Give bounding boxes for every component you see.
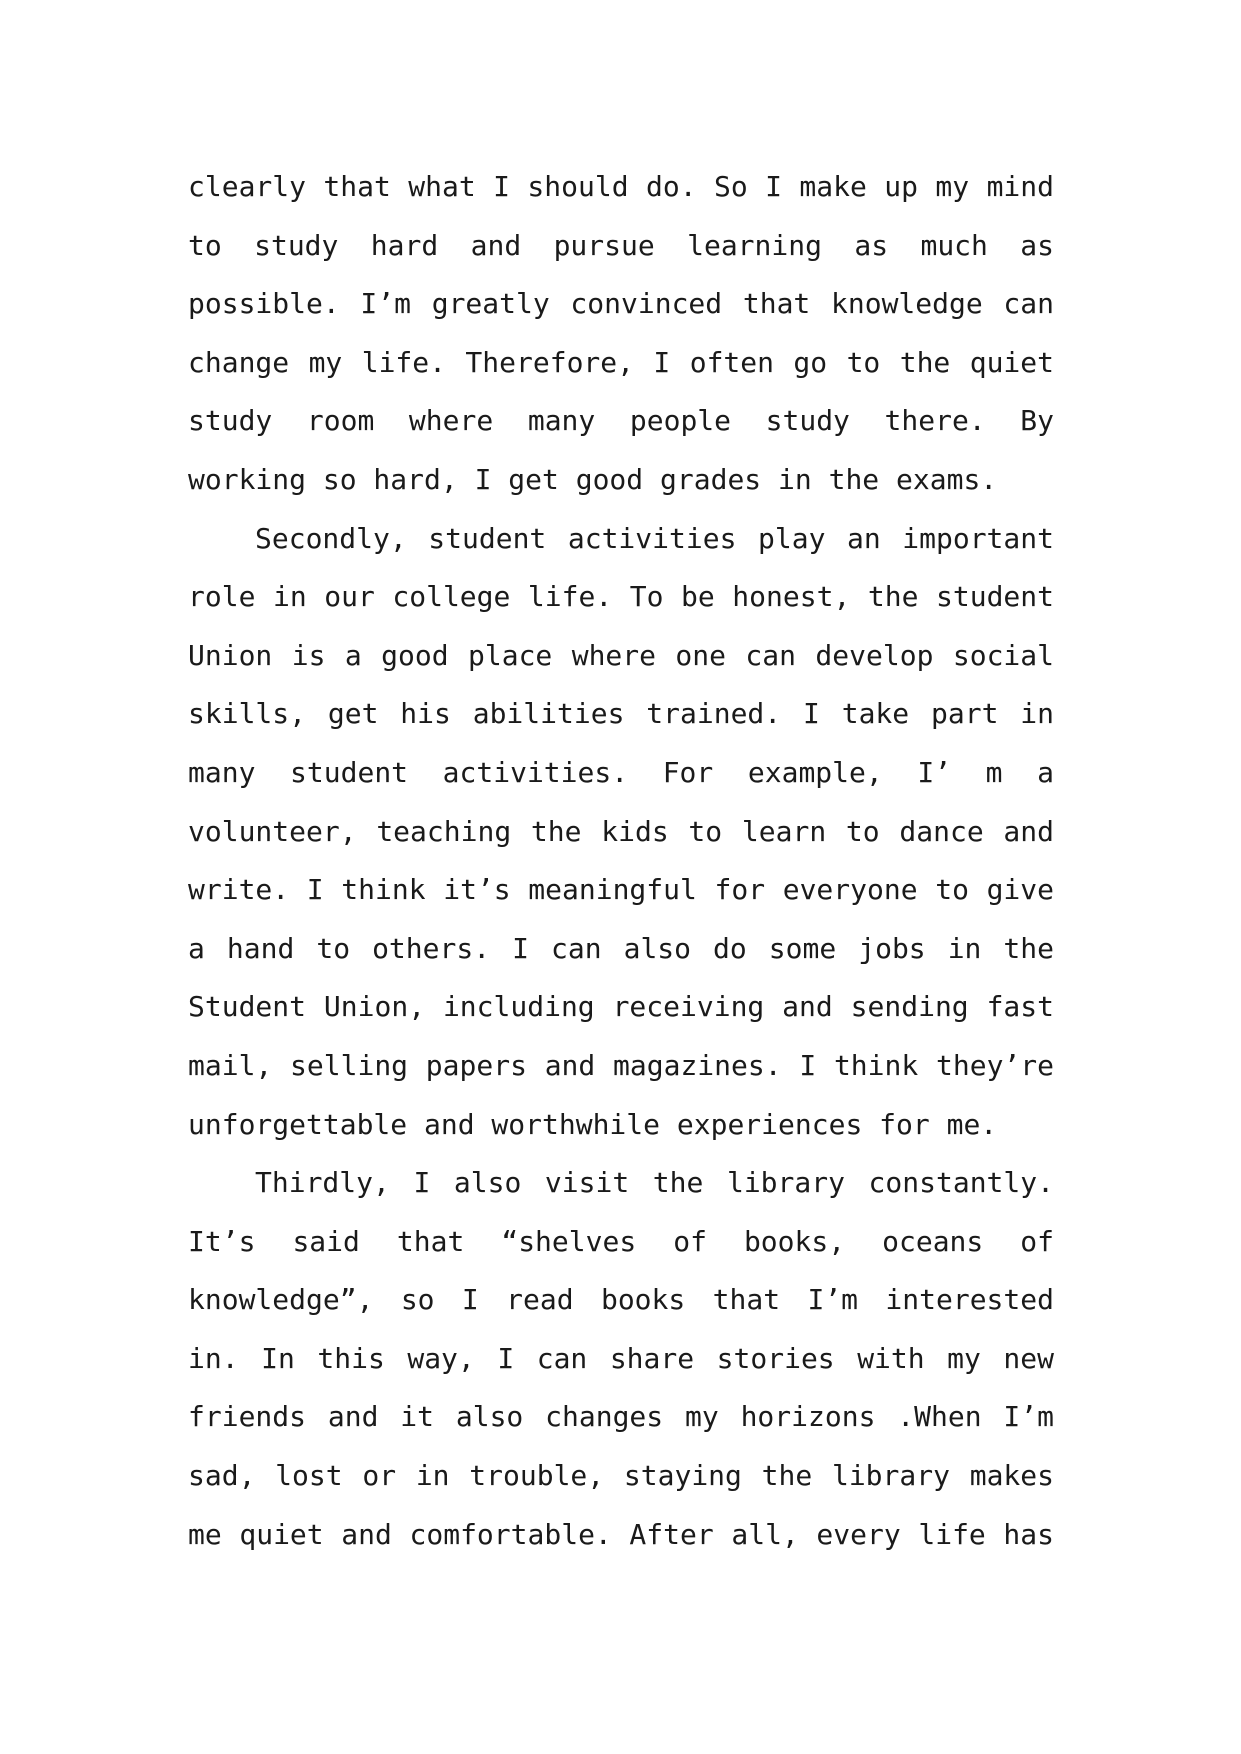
text-line: Union is a good place where one can develop social	[188, 638, 1054, 672]
body-text	[188, 158, 1054, 1564]
text-line: working so hard, I get good grades in the exams.	[188, 462, 998, 496]
text-line: Thirdly, I also visit the library constantly.	[255, 1166, 1054, 1200]
text-line: mail, selling papers and magazines. I think they’re	[188, 1048, 1054, 1082]
text-line: skills, get his abilities trained. I take part in	[188, 697, 1054, 731]
text-line: volunteer, teaching the kids to learn to dance and	[188, 814, 1054, 848]
text-line: to study hard and pursue learning as much as	[188, 228, 1054, 262]
text-line: change my life. Therefore, I often go to the quiet	[188, 345, 1054, 379]
text-line: unforgettable and worthwhile experiences for me.	[188, 1107, 998, 1141]
text-line: Secondly, student activities play an important	[255, 521, 1054, 555]
text-line: possible. I’m greatly convinced that knowledge can	[188, 287, 1054, 321]
text-line: friends and it also changes my horizons .When I’m	[188, 1400, 1054, 1434]
text-line: sad, lost or in trouble, staying the library makes	[188, 1459, 1054, 1493]
text-line: It’s said that “shelves of books, oceans of	[188, 1224, 1054, 1258]
text-line: a hand to others. I can also do some jobs in the	[188, 931, 1054, 965]
text-line: study room where many people study there. By	[188, 404, 1054, 438]
text-line: clearly that what I should do. So I make up my mind	[188, 170, 1054, 203]
text-line: knowledge”, so I read books that I’m interested	[188, 1283, 1054, 1317]
text-line: Student Union, including receiving and sending fast	[188, 990, 1054, 1024]
text-line: role in our college life. To be honest, the student	[188, 580, 1054, 614]
text-line: in. In this way, I can share stories with my new	[188, 1341, 1054, 1375]
text-line: me quiet and comfortable. After all, every life has	[188, 1517, 1054, 1551]
text-line: many student activities. For example, I’ m a	[188, 755, 1054, 789]
text-line: write. I think it’s meaningful for everyone to give	[188, 873, 1054, 907]
